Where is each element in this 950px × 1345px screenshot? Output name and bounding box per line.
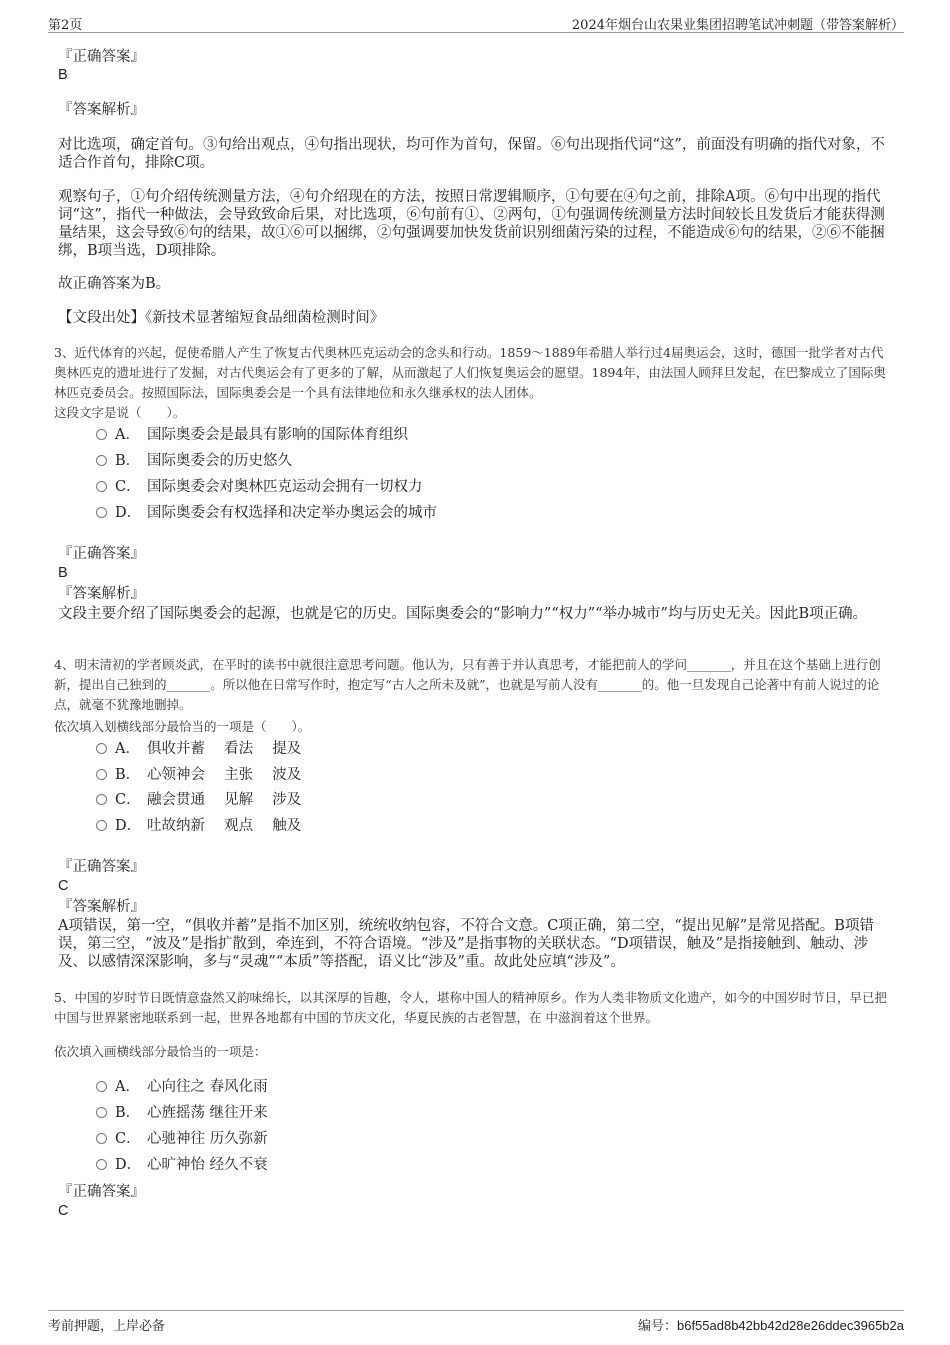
option-b[interactable]: B． 心领神会 主张 波及: [96, 765, 301, 785]
answer-label: 『正确答案』: [58, 859, 145, 875]
analysis-label: 『答案解析』: [58, 899, 145, 915]
source-citation: 【文段出处】《新技术显著缩短食品细菌检测时间》: [58, 310, 385, 326]
radio-icon[interactable]: [96, 455, 107, 466]
question-stem: 4、明末清初的学者顾炎武，在平时的读书中就很注意思考问题。他认为，只有善于并认真思考，才能把前人的学问_______，并且在这个基础上进行创新，提出自己独到的_______。所以他在日常写作时，抱定写“古人之所未及就”，也就是写前人没有_______的。他一旦发现自己论著中有前人说过的论点，就毫不犹豫地删掉。: [54, 657, 881, 712]
page-footer: [48, 1310, 904, 1335]
question-stem: 3、近代体育的兴起，促使希腊人产生了恢复古代奥林匹克运动会的念头和行动。1859～1889年希腊人举行过4届奥运会，这时，德国一批学者对古代奥林匹克的遗址进行了发掘，对古代奥运会有了更多的了解，从而激起了人们恢复奥运会的愿望。1894年，由法国人顾拜旦发起，在巴黎成立了国际奥林匹克委员会。按照国际法，国际奥委会是一个具有法律地位和永久继承权的法人团体。: [54, 345, 886, 400]
option-c[interactable]: C． 国际奥委会对奥林匹克运动会拥有一切权力: [96, 477, 423, 497]
option-c[interactable]: C． 心驰神往 历久弥新: [96, 1129, 268, 1149]
document-title: 2024年烟台山农果业集团招聘笔试冲刺题（带答案解析）: [571, 18, 904, 33]
answer-label: 『正确答案』: [58, 546, 145, 562]
radio-icon[interactable]: [96, 794, 107, 805]
question-prompt: 依次填入画横线部分最恰当的一项是：: [54, 1044, 267, 1059]
conclusion: 故正确答案为B。: [58, 276, 171, 292]
radio-icon[interactable]: [96, 1133, 107, 1144]
analysis-paragraph: 观察句子，①句介绍传统测量方法，④句介绍现在的方法，按照日常逻辑顺序，①句要在④句之前，排除A项。⑥句中出现的指代词“这”，指代一种做法，会导致致命后果，对比选项，⑥句前有①、②两句，①句强调传统测量方法时间较长且发货后才能获得测量结果，这会导致⑥句的结果，故①⑥可以捆绑，②句强调要加快发货前识别细菌污染的过程，不能造成⑥句的结果，②⑥不能捆绑，B项当选，D项排除。: [58, 189, 885, 259]
answer-label: 『正确答案』: [58, 1184, 145, 1200]
radio-icon[interactable]: [96, 1081, 107, 1092]
radio-icon[interactable]: [96, 481, 107, 492]
answer-value: C: [58, 878, 69, 894]
answer-value: B: [58, 67, 68, 83]
option-b[interactable]: B． 国际奥委会的历史悠久: [96, 451, 292, 471]
option-d[interactable]: D． 吐故纳新 观点 触及: [96, 816, 301, 836]
answer-value: C: [58, 1203, 69, 1219]
radio-icon[interactable]: [96, 507, 107, 518]
answer-label: 『正确答案』: [58, 49, 145, 65]
analysis-text: 文段主要介绍了国际奥委会的起源，也就是它的历史。国际奥委会的“影响力”“权力”“举办城市”均与历史无关。因此B项正确。: [58, 606, 868, 622]
analysis-text: A项错误，第一空，“俱收并蓄”是指不加区别，统统收纳包容，不符合文意。C项正确，第二空，“提出见解”是常见搭配。B项错误，第三空，“波及”是指扩散到，牵连到，不符合语境。“涉及”是指事物的关联状态。“D项错误，触及”是指接触到、触动、涉及、以感情深深影响，多与“灵魂”“本质”等搭配，语义比“涉及”重。故此处应填“涉及”。: [58, 918, 874, 970]
option-a[interactable]: A． 俱收并蓄 看法 提及: [96, 739, 301, 759]
page-header: [48, 14, 904, 33]
page-number: 第2页: [48, 18, 83, 33]
option-a[interactable]: A． 国际奥委会是最具有影响的国际体育组织: [96, 425, 408, 445]
answer-value: B: [58, 565, 68, 581]
option-a[interactable]: A． 心向往之 春风化雨: [96, 1077, 268, 1097]
radio-icon[interactable]: [96, 429, 107, 440]
question-prompt: 这段文字是说（ ）。: [54, 405, 186, 420]
radio-icon[interactable]: [96, 1107, 107, 1118]
analysis-label: 『答案解析』: [58, 102, 145, 118]
option-c[interactable]: C． 融会贯通 见解 涉及: [96, 790, 301, 810]
analysis-label: 『答案解析』: [58, 586, 145, 602]
option-d[interactable]: D． 心旷神怡 经久不衰: [96, 1155, 268, 1175]
analysis-paragraph: 对比选项，确定首句。③句给出观点，④句指出现状，均可作为首句，保留。⑥句出现指代词“这”，前面没有明确的指代对象，不适合作首句，排除C项。: [58, 137, 885, 171]
question-prompt: 依次填入划横线部分最恰当的一项是（ ）。: [54, 719, 311, 734]
option-d[interactable]: D． 国际奥委会有权选择和决定举办奥运会的城市: [96, 503, 437, 523]
radio-icon[interactable]: [96, 743, 107, 754]
option-b[interactable]: B． 心旌摇荡 继往开来: [96, 1103, 268, 1123]
radio-icon[interactable]: [96, 769, 107, 780]
radio-icon[interactable]: [96, 820, 107, 831]
radio-icon[interactable]: [96, 1159, 107, 1170]
question-stem: 5、中国的岁时节日既情意盎然又韵味绵长，以其深厚的旨趣，令人，堪称中国人的精神原乡。作为人类非物质文化遗产，如今的中国岁时节日，早已把中国与世界紧密地联系到一起，世界各地都有中国的节庆文化，华夏民族的古老智慧，在 中滋润着这个世界。: [54, 990, 887, 1025]
footer-slogan: 考前押题，上岸必备: [48, 1319, 166, 1334]
document-code: 编号：b6f55ad8b42bb42d28e26ddec3965b2a: [637, 1318, 904, 1334]
